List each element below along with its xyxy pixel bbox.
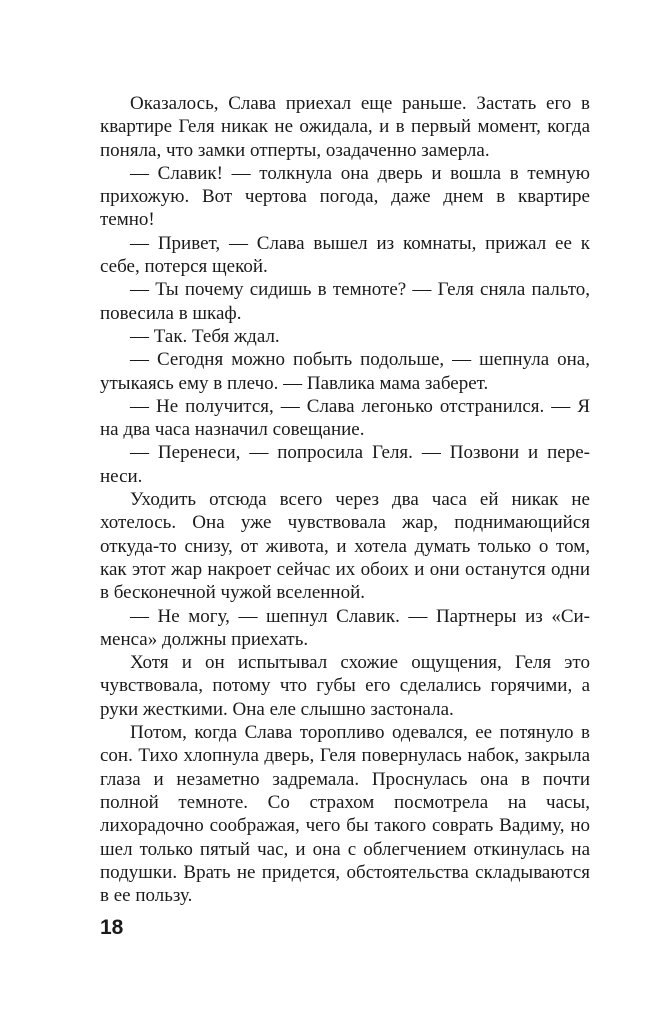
paragraph: — Не получится, — Слава легонько отстранился. — Я на два часа назначил совещание. [100,395,590,441]
paragraph: Потом, когда Слава торопливо одевался, ее потянуло в сон. Тихо хлопнула дверь, Геля повернулась набок, закрыла глаза и незаметно задремала. Проснулась она в почти полной темноте. Со страхом посмотрела на часы, лихорадочно соображая, чего бы такого соврать Вадиму, но шел только пятый час, и она с облегчением откинулась на подушки. Врать не придется, обстоятельства складываются в ее пользу. [100,722,590,907]
paragraph: Хотя и он испытывал схожие ощущения, Геля это чувствовала, потому что губы его сделались горячими, а руки жесткими. Она еле слышно застонала. [100,652,590,720]
paragraph: — Ты почему сидишь в темноте? — Геля сняла пальто, повесила в шкаф. [100,279,590,324]
paragraph: Оказалось, Слава приехал еще раньше. Застать его в квартире Геля никак не ожидала, и в первый момент, когда поняла, что замки отперты, озадаченно замерла. [100,93,590,161]
paragraph: — Славик! — толкнула она дверь и вошла в темную прихожую. Вот чертова погода, даже днем в квартире темно! [100,162,590,231]
paragraph: — Сегодня можно побыть подольше, — шепнула она, утыкаясь ему в плечо. — Павлика мама заберет. [100,349,590,394]
paragraph: — Не могу, — шепнул Славик. — Партнеры из «Сименса» должны приехать. [100,605,590,650]
body-text [100,92,590,907]
paragraph: — Так. Тебя ждал. [130,325,280,347]
page-number: 18 [100,916,124,939]
paragraph: — Привет, — Слава вышел из комнаты, прижал ее к себе, потерся щекой. [100,232,590,278]
paragraph: Уходить отсюда всего через два часа ей никак не хотелось. Она уже чувствовала жар, поднимающийся откуда-то снизу, от живота, и хотела думать только о том, как этот жар накроет сейчас их обоих и они останутся одни в бесконечной чужой вселенной. [100,489,590,604]
paragraph: — Перенеси, — попросила Геля. — Позвони и перенеси. [100,442,590,487]
